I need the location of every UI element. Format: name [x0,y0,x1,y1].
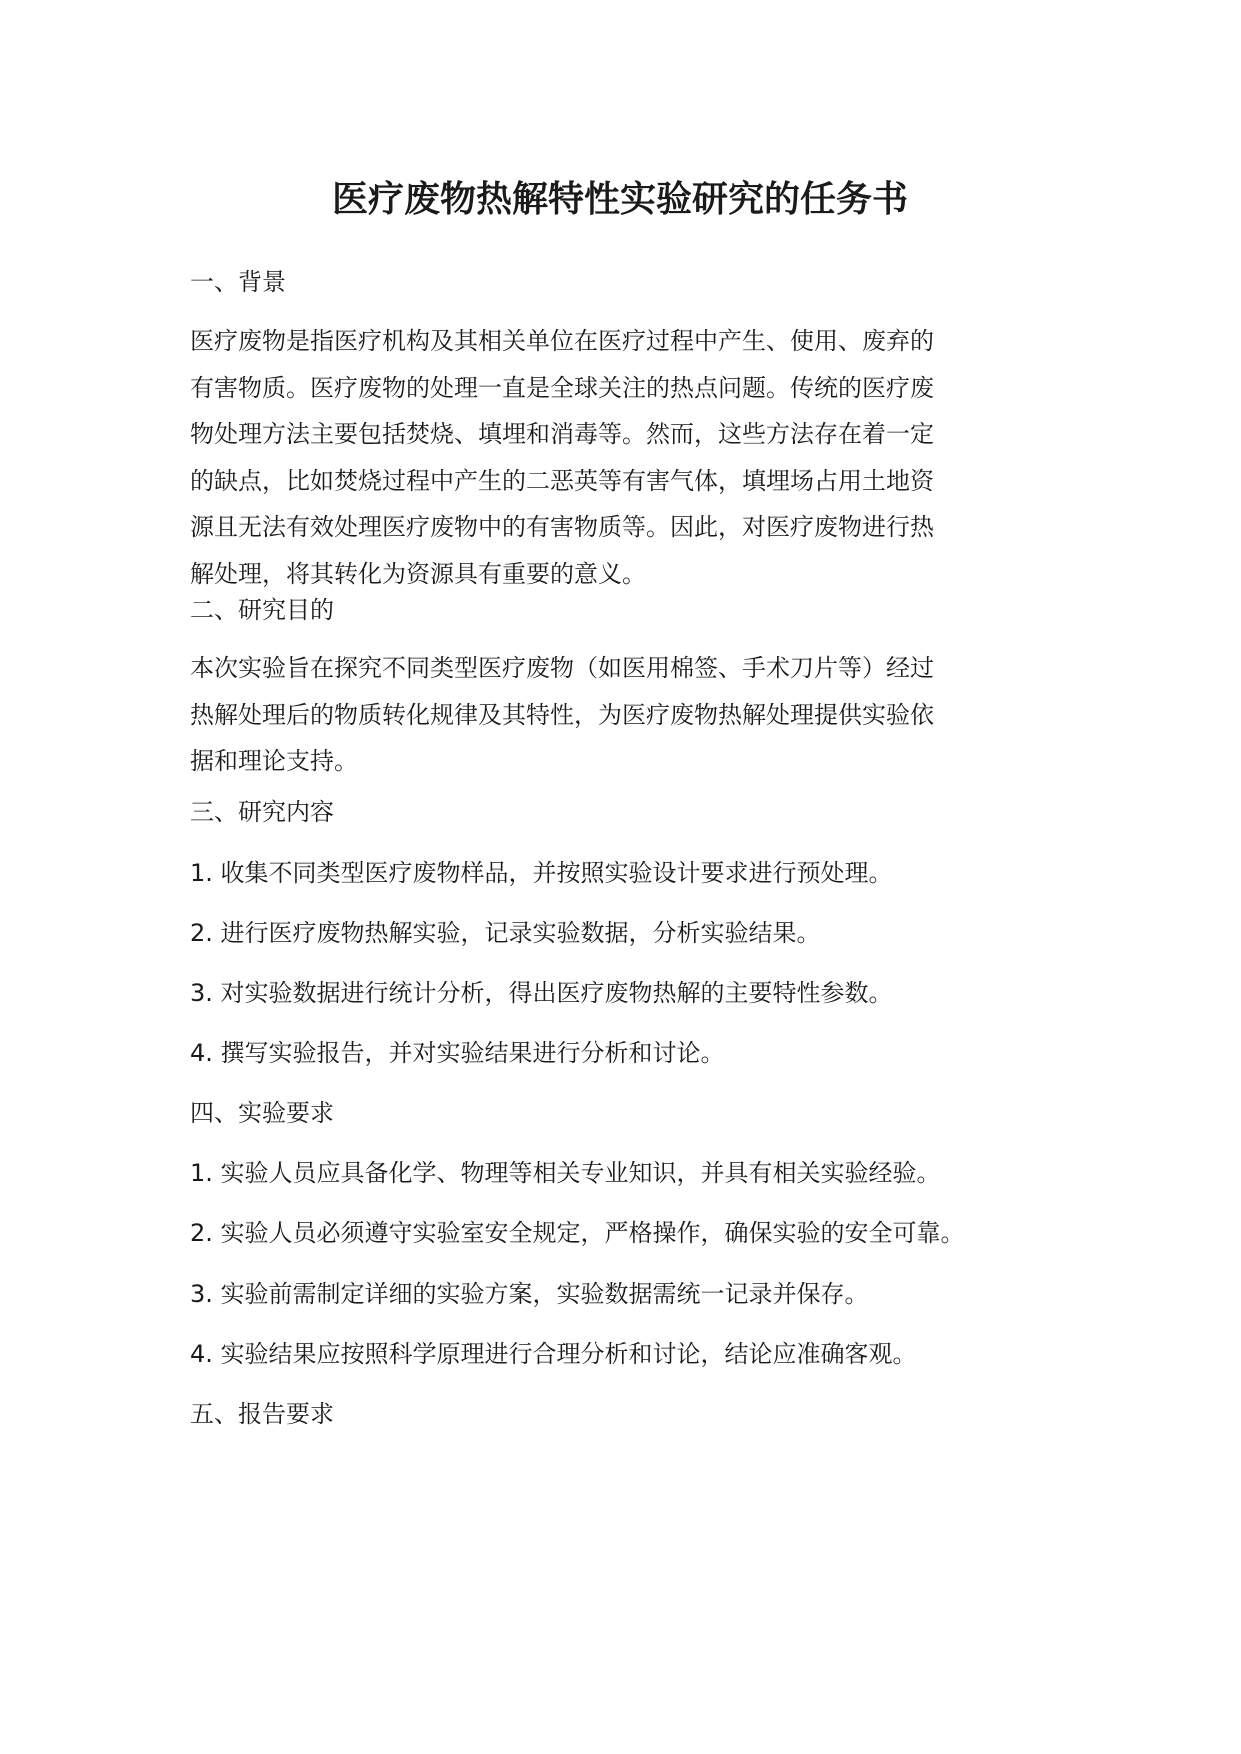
list-item: 4. 撰写实验报告，并对实验结果进行分析和讨论。 [190,1039,725,1067]
list-item: 3. 实验前需制定详细的实验方案，实验数据需统一记录并保存。 [190,1280,869,1308]
section-heading-report: 五、报告要求 [190,1400,334,1428]
paragraph-line: 有害物质。医疗废物的处理一直是全球关注的热点问题。传统的医疗废 [190,373,934,402]
section-paragraph-purpose [190,645,1050,785]
paragraph-line: 源且无法有效处理医疗废物中的有害物质等。因此，对医疗废物进行热 [190,513,934,541]
list-item: 1. 实验人员应具备化学、物理等相关专业知识，并具有相关实验经验。 [190,1159,941,1187]
paragraph-line: 据和理论支持。 [190,747,358,775]
section-heading-background: 一、背景 [190,268,286,296]
list-item: 1. 收集不同类型医疗废物样品，并按照实验设计要求进行预处理。 [190,859,893,887]
document-title: 医疗废物热解特性实验研究的任务书 [331,179,908,220]
section-paragraph-background [190,318,1050,597]
list-item: 4. 实验结果应按照科学原理进行合理分析和讨论，结论应准确客观。 [190,1340,917,1368]
paragraph-line: 物处理方法主要包括焚烧、填埋和消毒等。然而，这些方法存在着一定 [190,420,934,448]
paragraph-line: 本次实验旨在探究不同类型医疗废物（如医用棉签、手术刀片等）经过 [190,654,934,682]
list-item: 3. 对实验数据进行统计分析，得出医疗废物热解的主要特性参数。 [190,979,893,1007]
section-heading-requirements: 四、实验要求 [190,1099,334,1127]
list-item: 2. 进行医疗废物热解实验，记录实验数据，分析实验结果。 [190,919,821,947]
section-heading-purpose: 二、研究目的 [190,596,334,624]
list-item: 2. 实验人员必须遵守实验室安全规定，严格操作，确保实验的安全可靠。 [190,1219,965,1247]
section-heading-content: 三、研究内容 [190,798,334,826]
paragraph-line: 解处理，将其转化为资源具有重要的意义。 [190,559,646,588]
paragraph-line: 热解处理后的物质转化规律及其特性，为医疗废物热解处理提供实验依 [190,700,934,729]
paragraph-line: 医疗废物是指医疗机构及其相关单位在医疗过程中产生、使用、废弃的 [190,327,934,355]
paragraph-line: 的缺点，比如焚烧过程中产生的二恶英等有害气体，填埋场占用土地资 [190,466,934,495]
